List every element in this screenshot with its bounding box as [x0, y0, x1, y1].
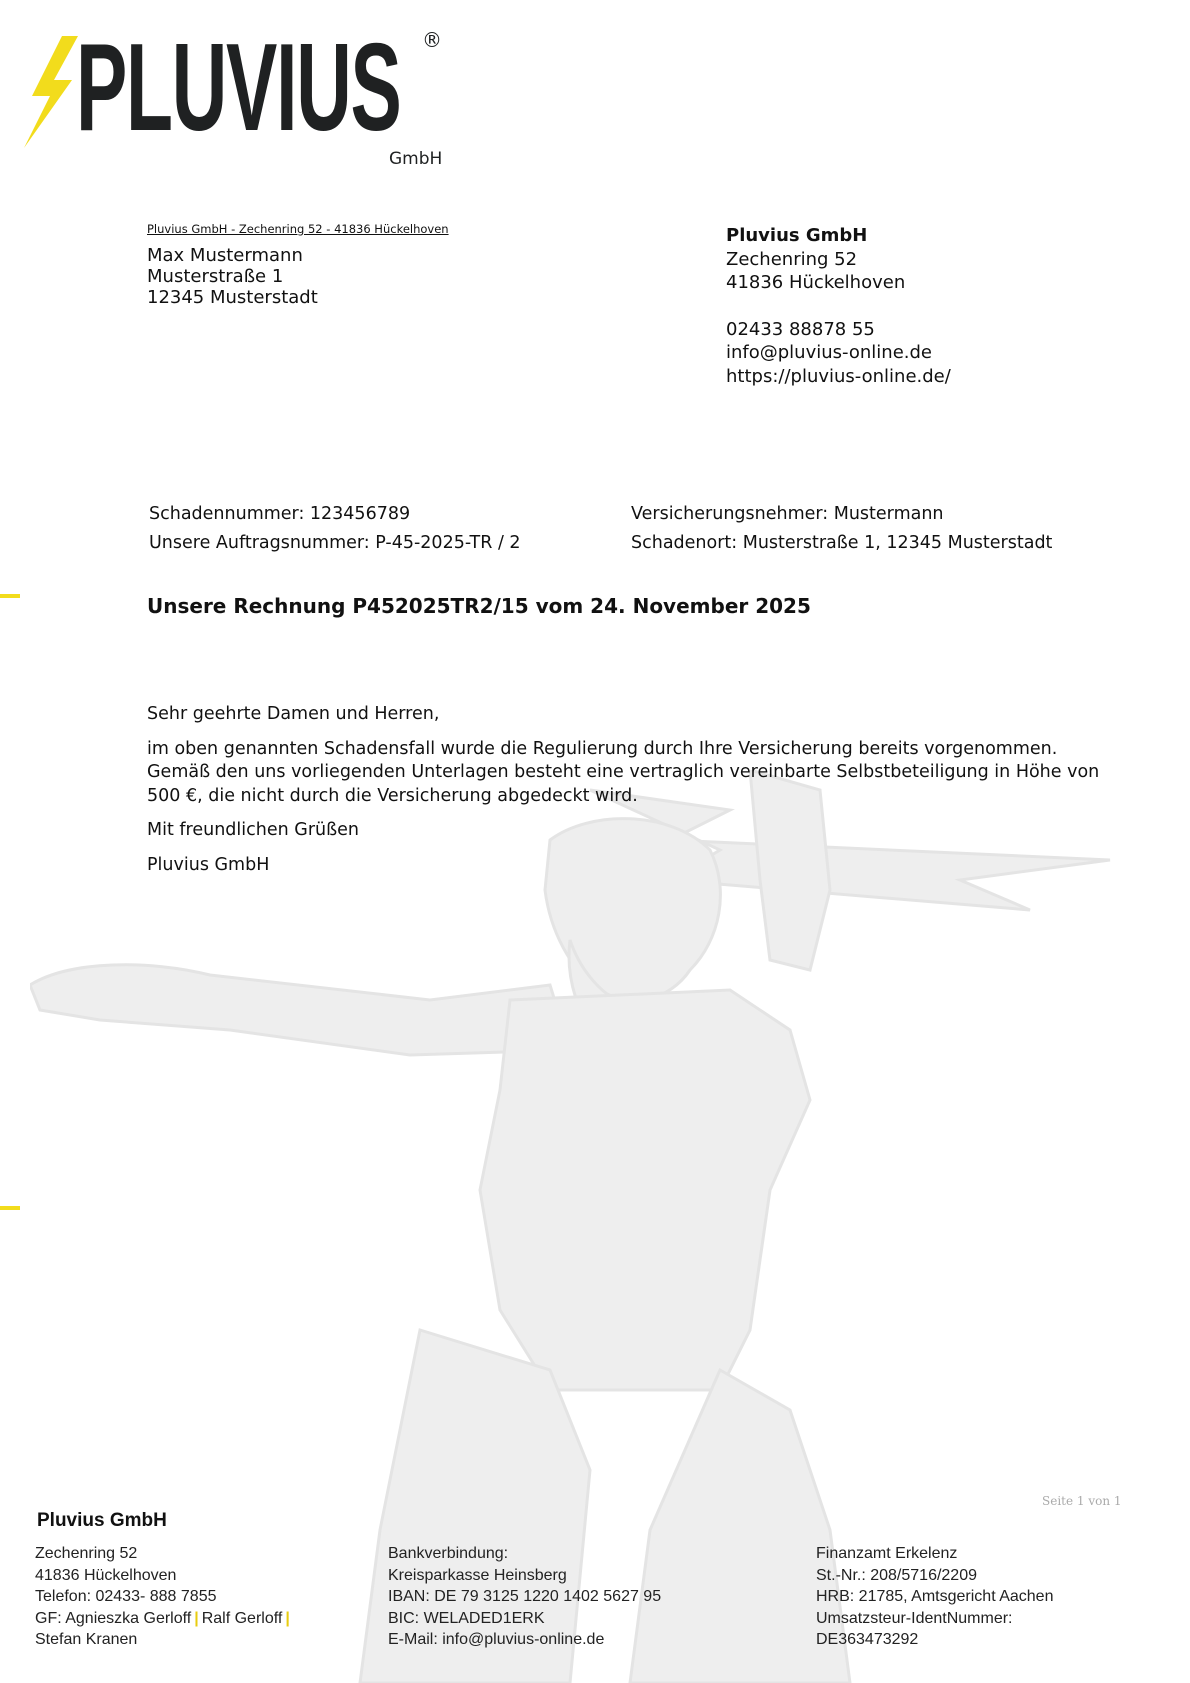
director-2: Ralf Gerloff [201, 1609, 283, 1627]
policyholder: Versicherungsnehmer: Mustermann [631, 504, 944, 524]
bank-iban: IBAN: DE 79 3125 1220 1402 5627 95 [388, 1588, 662, 1605]
bank-bic: BIC: WELADED1ERK [388, 1609, 545, 1627]
vat-label: Umsatzsteur-IdentNummer: [816, 1609, 1013, 1627]
page-number: Seite 1 von 1 [1042, 1494, 1122, 1508]
damage-location: Schadenort: Musterstraße 1, 12345 Musterstadt [631, 533, 1053, 553]
logo-suffix: GmbH [389, 149, 443, 169]
order-number: Unsere Auftragsnummer: P-45-2025-TR / 2 [149, 533, 521, 553]
vat-id: DE363473292 [816, 1631, 919, 1648]
invoice-title: Unsere Rechnung P452025TR2/15 vom 24. November 2025 [147, 594, 811, 618]
fold-mark [0, 1206, 20, 1210]
footer-phone: Telefon: 02433- 888 7855 [35, 1588, 217, 1605]
separator: | [285, 1609, 290, 1627]
recipient-name: Max Mustermann [147, 245, 303, 266]
claim-number: Schadennummer: 123456789 [149, 504, 411, 524]
separator: | [194, 1609, 199, 1627]
company-contact-block [726, 224, 951, 388]
footer-city: 41836 Hückelhoven [35, 1566, 177, 1584]
tax-number: St.-Nr.: 208/5716/2209 [816, 1566, 977, 1584]
footer-bank-column [388, 1543, 661, 1651]
company-website[interactable]: https://pluvius-online.de/ [726, 365, 951, 387]
tax-office: Finanzamt Erkelenz [816, 1545, 958, 1562]
closing: Mit freundlichen Grüßen [147, 820, 359, 840]
registered-mark: ® [422, 28, 442, 52]
recipient-city: 12345 Musterstadt [147, 287, 318, 308]
trade-register: HRB: 21785, Amtsgericht Aachen [816, 1588, 1054, 1605]
letter-body [147, 703, 1107, 888]
salutation: Sehr geehrte Damen und Herren, [147, 704, 440, 724]
director-1: GF: Agnieszka Gerloff [35, 1609, 192, 1627]
company-name: Pluvius GmbH [726, 225, 868, 246]
signature: Pluvius GmbH [147, 854, 270, 875]
sender-return-line: Pluvius GmbH - Zechenring 52 - 41836 Hückelhoven [147, 222, 449, 236]
footer-address-column [35, 1543, 293, 1651]
footer-email[interactable]: E-Mail: info@pluvius-online.de [388, 1631, 605, 1648]
recipient-street: Musterstraße 1 [147, 266, 284, 287]
footer-company-name: Pluvius GmbH [37, 1510, 167, 1531]
company-phone: 02433 88878 55 [726, 318, 875, 340]
bank-label: Bankverbindung: [388, 1545, 509, 1562]
company-email[interactable]: info@pluvius-online.de [726, 342, 932, 363]
bank-name: Kreisparkasse Heinsberg [388, 1566, 567, 1584]
company-city: 41836 Hückelhoven [726, 272, 906, 293]
company-street: Zechenring 52 [726, 248, 858, 270]
footer-tax-column [816, 1543, 1053, 1651]
footer-street: Zechenring 52 [35, 1545, 138, 1562]
logo-wordmark: PLUVIUS [76, 19, 401, 157]
director-3: Stefan Kranen [35, 1631, 138, 1648]
lightning-bolt-icon [22, 36, 80, 148]
fold-mark [0, 594, 20, 598]
recipient-address [147, 245, 318, 308]
footer-managing-directors [35, 1608, 293, 1630]
body-paragraph: im oben genannten Schadensfall wurde die Regulierung durch Ihre Versicherung bereits vorgenommen. Gemäß den uns vorliegenden Unterlagen besteht eine vertraglich vereinbarte Selbstbeteiligung in Höhe von 500 €, die nicht durch die Versicherung abgedeckt wird. [147, 738, 1100, 806]
